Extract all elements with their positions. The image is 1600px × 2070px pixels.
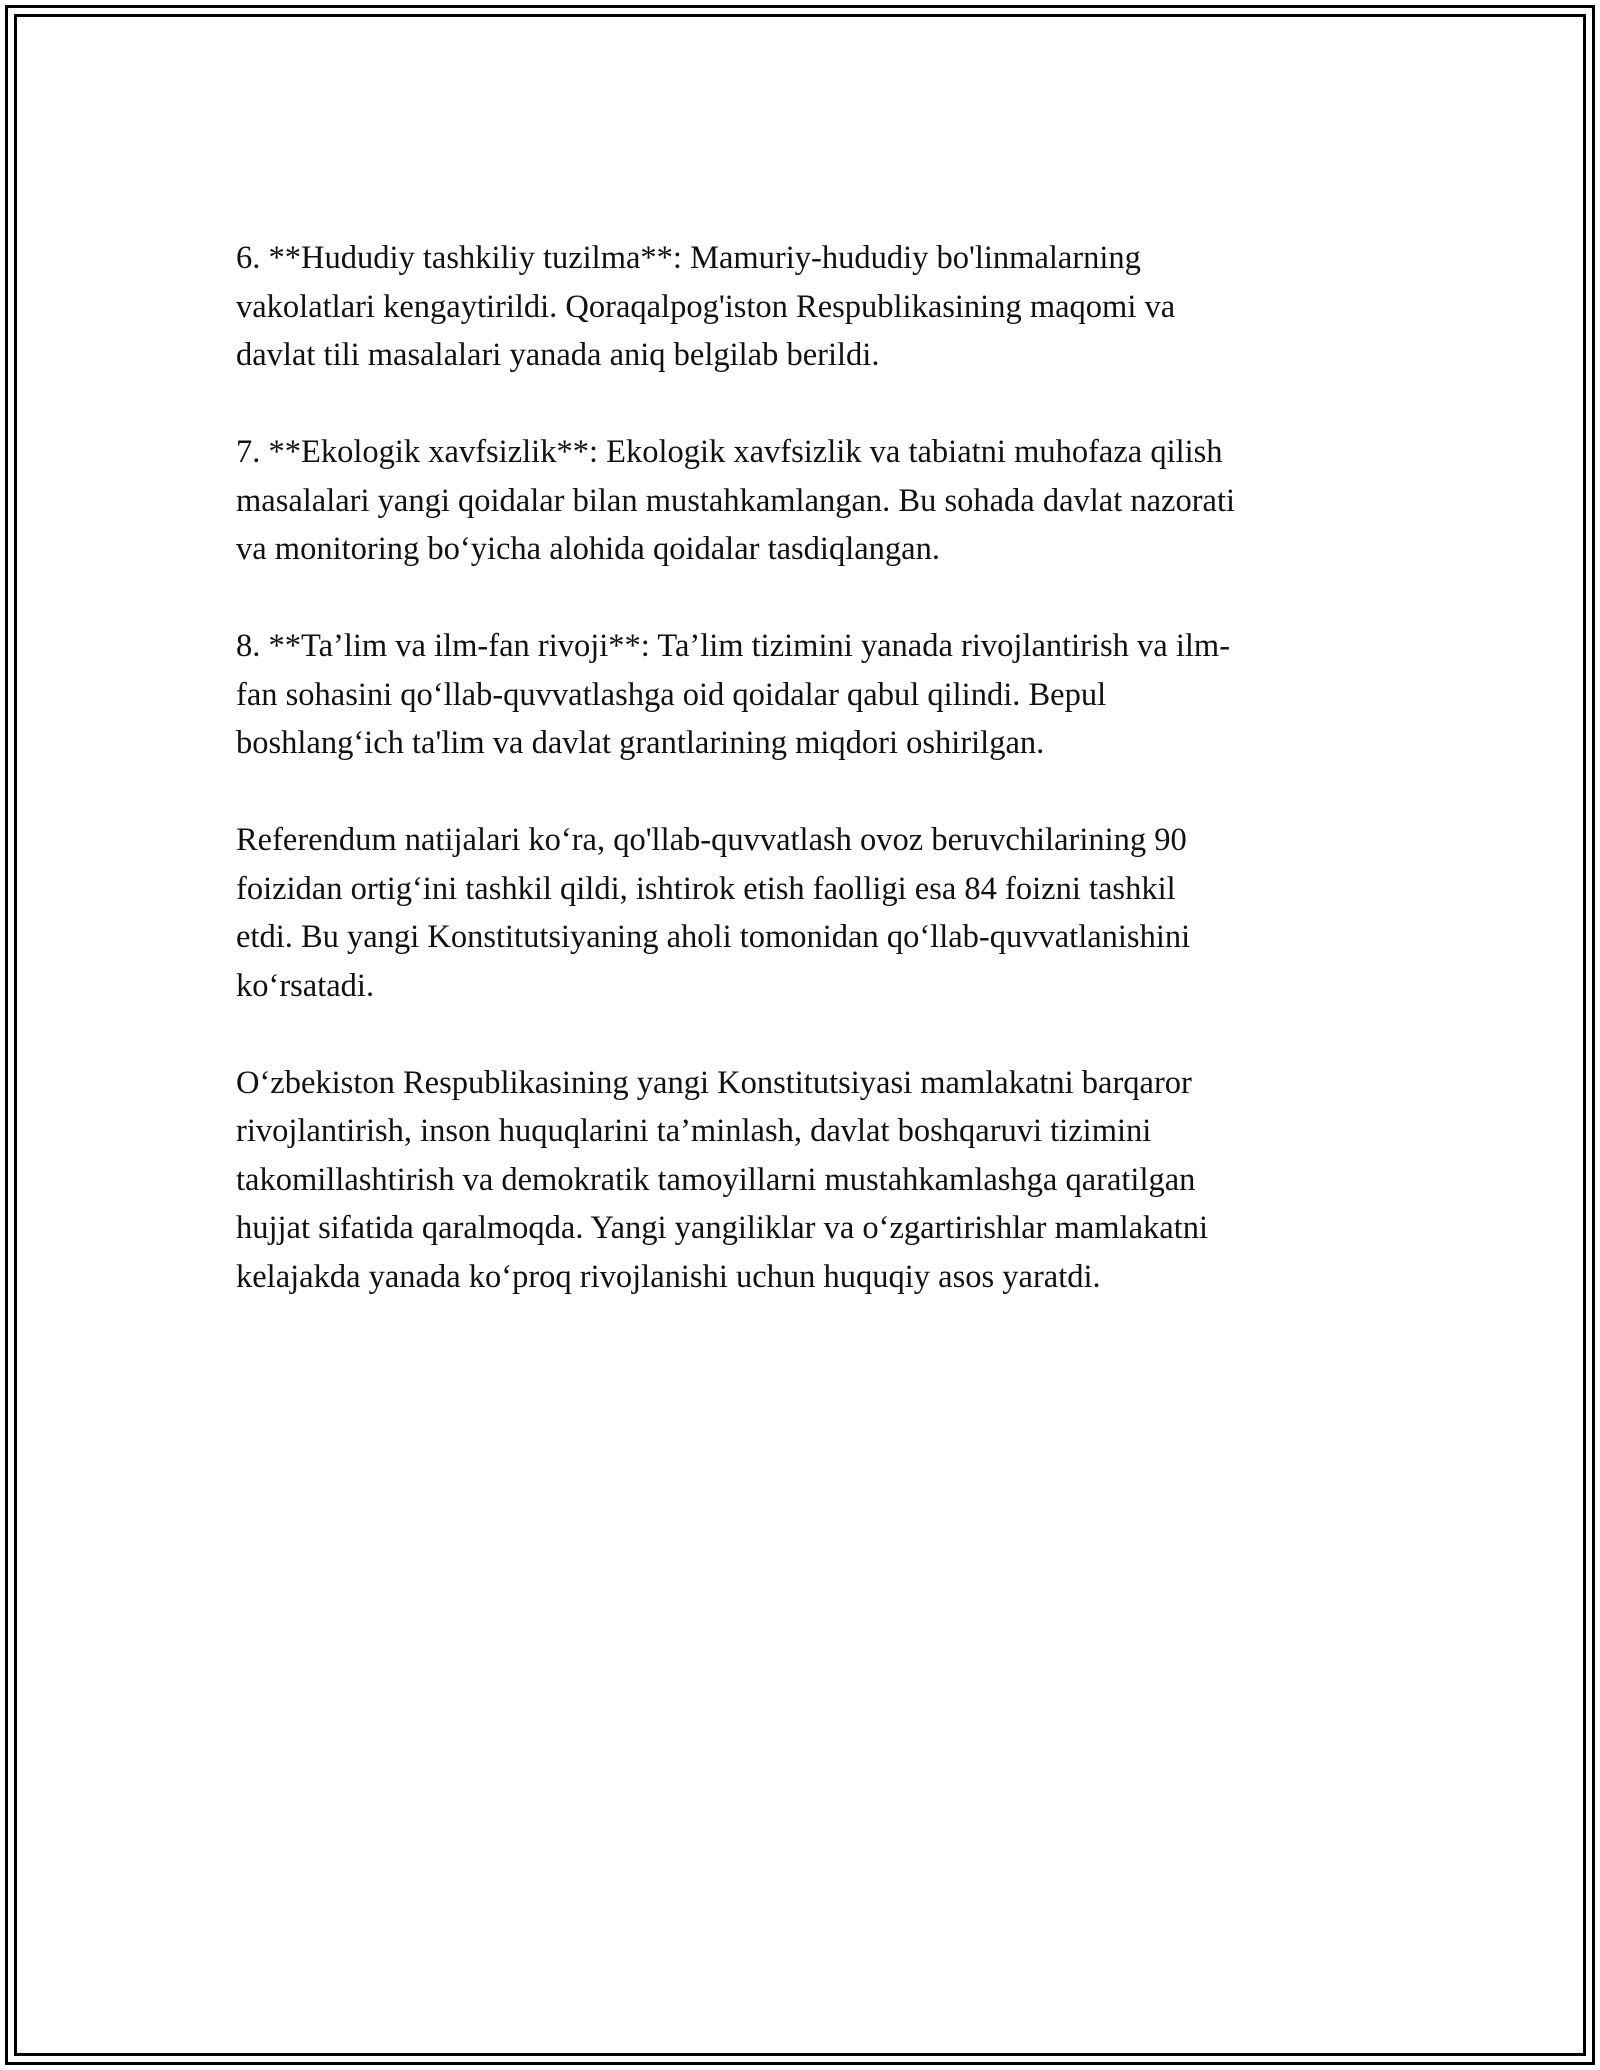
paragraph-education-science: 8. **Ta’lim va ilm-fan rivoji**: Ta’lim tizimini yanada rivojlantirish va ilm- fan sohasini qo‘llab-quvvatlashga oid qoidalar qabul qilindi. Bepul boshlang‘ich ta'lim va davlat grantlarining miqdori oshirilgan. [236,628,1231,761]
paragraph-regional-structure: 6. **Hududiy tashkiliy tuzilma**: Mamuriy-hududiy bo'linmalarning vakolatlari kengaytirildi. Qoraqalpog'iston Respublikasining maqomi va davlat tili masalalari yanada aniq belgilab berildi. [236,240,1176,373]
paragraph-conclusion: O‘zbekiston Respublikasining yangi Konstitutsiyasi mamlakatni barqaror rivojlantirish, inson huquqlarini ta’minlash, davlat boshqaruvi tizimini takomillashtirish va demokratik tamoyillarni mustahkamlashga qaratilgan hujjat sifatida qaralmoqda. Yangi yangiliklar va o‘zgartirishlar mamlakatni kelajakda yanada ko‘proq rivojlanishi uchun huquqiy asos yaratdi. [236,1064,1209,1295]
document-body [236,234,1366,1350]
paragraph-ecological-safety: 7. **Ekologik xavfsizlik**: Ekologik xavfsizlik va tabiatni muhofaza qilish masalalari yangi qoidalar bilan mustahkamlangan. Bu sohada davlat nazorati va monitoring bo‘yicha alohida qoidalar tasdiqlangan. [236,434,1236,567]
paragraph-referendum-results: Referendum natijalari ko‘ra, qo'llab-quvvatlash ovoz beruvchilarining 90 foizidan ortig‘ini tashkil qildi, ishtirok etish faolligi esa 84 foizni tashkil etdi. Bu yangi Konstitutsiyaning aholi tomonidan qo‘llab-quvvatlanishini ko‘rsatadi. [236,822,1191,1004]
